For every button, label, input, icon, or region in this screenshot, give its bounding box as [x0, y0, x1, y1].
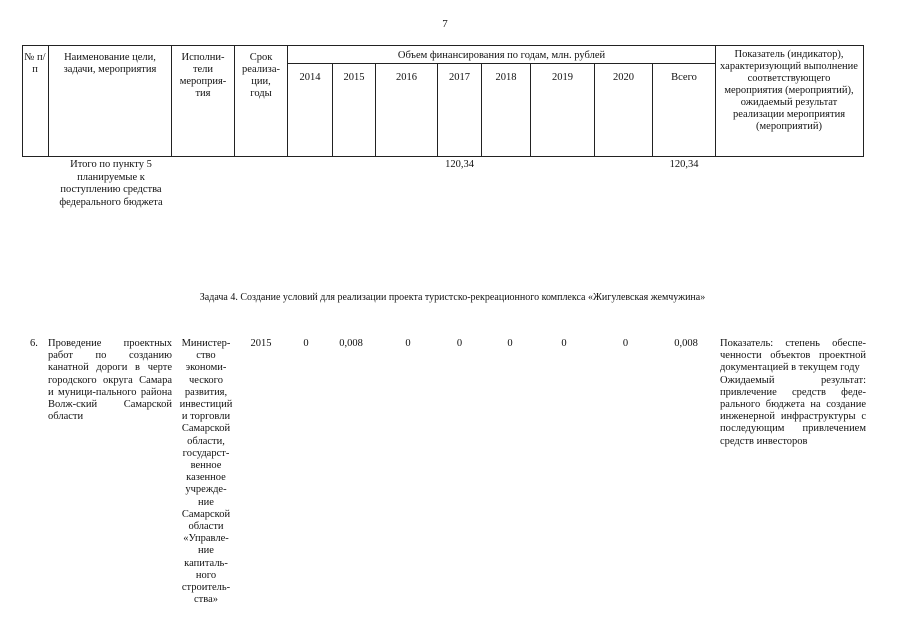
subtotal-label: Итого по пункту 5 планируемые к поступлению средства федерального бюджета — [59, 159, 163, 208]
row6-total: 0,008 — [674, 338, 698, 349]
row6-indicator: Показатель: степень обеспе-ченности объектов проектной документацией в текущем году Ожидаемый результат: привлечение средств феде-рального бюджета на создание инженерной инфраструктуры с последующим привлечением средств инвесторов — [720, 338, 866, 447]
subtotal-2017: 120,34 — [445, 159, 474, 170]
header-total: Всего — [671, 72, 697, 83]
header-year-2015: 2015 — [343, 72, 365, 83]
header-num: № п/п — [24, 52, 46, 75]
row6-2016: 0 — [405, 338, 411, 349]
header-term: Срок реализа- ции, годы — [242, 52, 280, 99]
row6-2014: 0 — [303, 338, 309, 349]
header-indicator: Показатель (индикатор), характеризующий выполнение соответствующего мероприятия (мероприятий), ожидаемый результат реализации мероприятия (мероприятий) — [720, 49, 858, 132]
row6-num: 6. — [30, 338, 38, 349]
header-year-2020: 2020 — [613, 72, 634, 83]
header-year-2017: 2017 — [449, 72, 470, 83]
header-year-2014: 2014 — [299, 72, 321, 83]
subtotal-total: 120,34 — [669, 159, 699, 170]
page-number: 7 — [442, 18, 448, 30]
task-title: Задача 4. Создание условий для реализации проекта туристско-рекреационного комплекса «Жигулевская жемчужина» — [199, 292, 706, 303]
header-executor: Исполни- тели мероприя- тия — [179, 52, 227, 99]
row6-2019: 0 — [561, 338, 567, 349]
header-year-2016: 2016 — [396, 72, 417, 83]
header-name: Наименование цели, задачи, мероприятия — [63, 52, 157, 75]
header-financing: Объем финансирования по годам, млн. рублей — [397, 50, 606, 61]
row6-2018: 0 — [507, 338, 513, 349]
header-year-2019: 2019 — [552, 72, 573, 83]
row6-name: Проведение проектных работ по созданию канатной дороги в черте городского округа Самара и муници-пального района Волж-ский Самарской области — [48, 338, 172, 423]
row6-2015: 0,008 — [339, 338, 363, 349]
row6-2017: 0 — [456, 338, 463, 349]
row6-2020: 0 — [622, 338, 629, 349]
header-year-2018: 2018 — [495, 72, 517, 83]
row6-executor: Министер- ство экономи- ческого развития, инвестиций и торговли Самарской области, государст- венное казенное учрежде- ние Самарской области «Управле- ние капиталь- ного строитель- ства» — [179, 338, 233, 606]
row6-term: 2015 — [250, 338, 272, 349]
